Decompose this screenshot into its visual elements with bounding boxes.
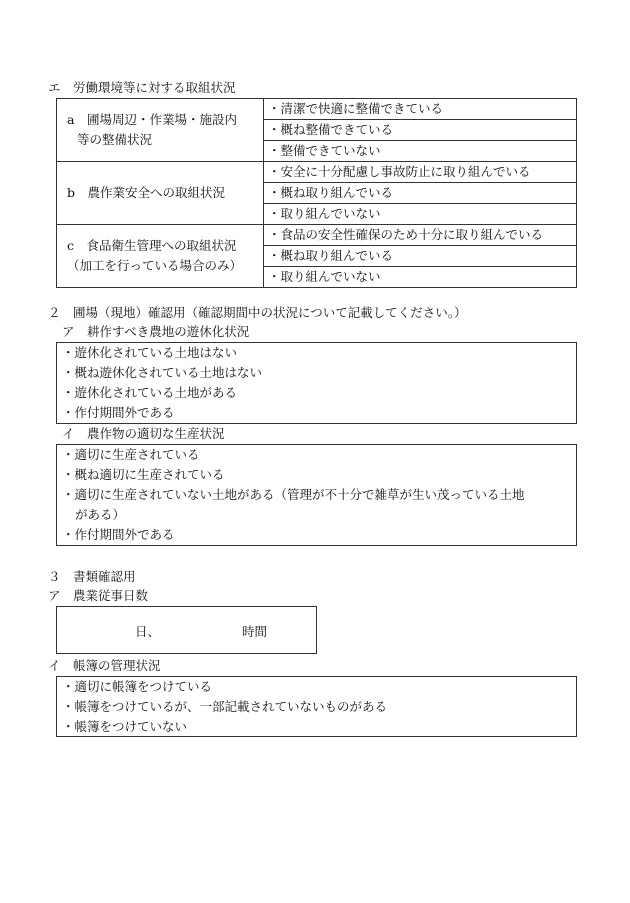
row-options-food-hygiene [264,225,577,288]
row-label-line: c 食品衛生管理への取組状況 [67,238,237,253]
section-document-check-heading: ３ 書類確認用 [48,569,136,584]
option-item[interactable]: ・概ね取り組んでいる [264,183,576,204]
row-options-safety [264,162,577,225]
option-item[interactable]: ・作付期間外である [62,527,175,542]
option-item-continuation: がある） [75,507,126,522]
row-label-food-hygiene [57,225,264,288]
row-label-safety [57,162,264,225]
option-item[interactable]: ・帳簿をつけていない [62,719,188,734]
option-item[interactable]: ・概ね適切に生産されている [62,467,225,482]
section-field-check-heading: ２ 圃場（現地）確認用（確認期間中の状況について記載してください。） [48,305,467,320]
option-item[interactable]: ・安全に十分配慮し事故防止に取り組んでいる [264,162,576,183]
row-label-facility [57,99,264,162]
option-item[interactable]: ・適切に帳簿をつけている [62,679,213,694]
idle-land-options-box [56,342,577,424]
farm-work-days-box[interactable] [56,606,317,654]
crop-production-options-box [56,444,577,546]
option-item[interactable]: ・遊休化されている土地はない [62,345,238,360]
table-row [57,99,577,162]
option-item[interactable]: ・取り組んでいない [268,206,381,221]
option-item[interactable]: ・概ね取り組んでいる [264,246,576,267]
option-item[interactable]: ・取り組んでいない [268,269,381,284]
bookkeeping-options-box [56,676,577,737]
option-item[interactable]: ・作付期間外である [62,405,175,420]
option-item[interactable]: ・遊休化されている土地がある [62,385,238,400]
crop-production-heading: イ 農作物の適切な生産状況 [62,426,225,441]
option-item[interactable]: ・清潔で快適に整備できている [264,99,576,120]
section-labor-environment-heading: エ 労働環境等に対する取組状況 [48,80,236,95]
row-options-facility [264,99,577,162]
row-label-line: 等の整備状況 [77,132,153,147]
farm-work-days-heading: ア 農業従事日数 [48,588,149,603]
idle-land-heading: ア 耕作すべき農地の遊休化状況 [62,324,250,339]
option-item[interactable]: ・整備できていない [268,143,381,158]
days-unit-label: 日、 [135,624,161,639]
bookkeeping-heading: イ 帳簿の管理状況 [48,658,161,673]
table-row [57,162,577,225]
labor-environment-table [56,98,577,288]
option-item[interactable]: ・帳簿をつけているが、一部記載されていないものがある [62,699,388,714]
option-item[interactable]: ・食品の安全性確保のため十分に取り組んでいる [264,225,576,246]
row-label-line: （加工を行っている場合のみ） [67,258,243,273]
row-label-line: a 圃場周辺・作業場・施設内 [67,112,237,127]
option-item[interactable]: ・概ね整備できている [264,120,576,141]
row-label-line: b 農作業安全への取組状況 [67,185,226,200]
option-item[interactable]: ・適切に生産されている [62,447,200,462]
hours-unit-label: 時間 [242,624,268,639]
option-item[interactable]: ・適切に生産されていない土地がある（管理が不十分で雑草が生い茂っている土地 [62,487,525,502]
table-row [57,225,577,288]
option-item[interactable]: ・概ね遊休化されている土地はない [62,365,263,380]
